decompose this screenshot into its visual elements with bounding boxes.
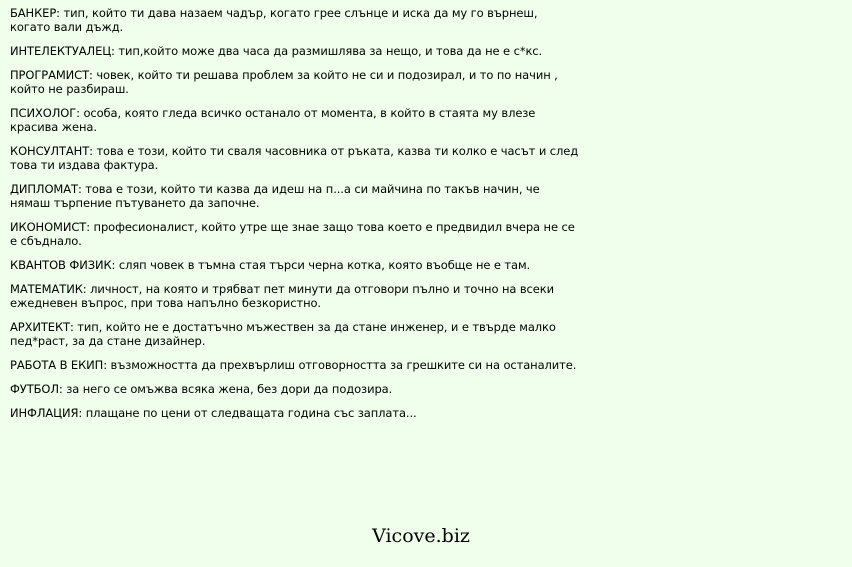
definition-entry: БАНКЕР: тип, който ти дава назаем чадър, когато грее слънце и иска да му го върнеш, когато вали дъжд. — [10, 6, 538, 34]
definition-entry: РАБОТА В ЕКИП: възможността да прехвърлиш отговорността за грешките си на останалите. — [10, 358, 577, 372]
definition-entry: ПРОГРАМИСТ: човек, който ти решава проблем за който не си и подозирал, и то по начин , който не разбираш. — [10, 68, 558, 96]
definition-entry: ИНТЕЛЕКТУАЛЕЦ: тип,който може два часа да размишлява за нещо, и това да не е с*кс. — [10, 44, 543, 58]
definition-entry: КОНСУЛТАНТ: това е този, който ти сваля часовника от ръката, казва ти колко е часът и след това ти издава фактура. — [10, 144, 579, 172]
definition-entry: АРХИТЕКТ: тип, който не е достатъчно мъжествен за да стане инженер, и е твърде малко пед*раст, за да стане дизайнер. — [10, 320, 556, 348]
definition-entry: МАТЕМАТИК: личност, на която и трябват пет минути да отговори пълно и точно на всеки ежедневен въпрос, при това напълно безкористно. — [10, 282, 554, 310]
definition-entry: ПСИХОЛОГ: особа, която гледа всичко останало от момента, в който в стаята му влезе красива жена. — [10, 106, 536, 134]
definition-entry: ИКОНОМИСТ: професионалист, който утре ще знае защо това което е предвидил вчера не се е сбъднало. — [10, 220, 575, 248]
definition-entry: ИНФЛАЦИЯ: плащане по цени от следващата година със заплата... — [10, 406, 417, 420]
definition-entry: КВАНТОВ ФИЗИК: сляп човек в тъмна стая търси черна котка, която въобще не е там. — [10, 258, 531, 272]
definition-entry: ДИПЛОМАТ: това е този, който ти казва да идеш на п...а си майчина по такъв начин, че нямаш търпение пътуването да започне. — [10, 182, 540, 210]
site-watermark: Vicove.biz — [372, 525, 470, 547]
definition-entry: ФУТБОЛ: за него се омъжва всяка жена, без дори да подозира. — [10, 382, 393, 396]
